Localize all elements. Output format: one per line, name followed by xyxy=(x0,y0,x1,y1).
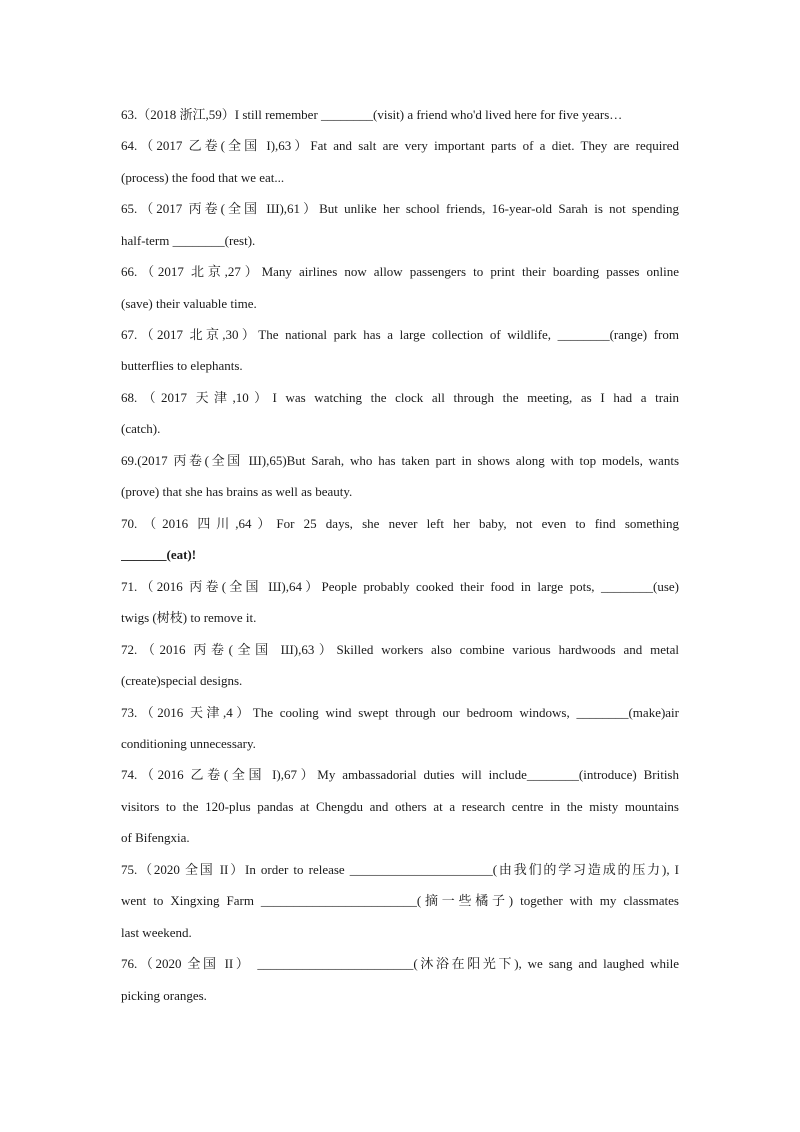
q72-line-1: 72.（2016 丙卷(全国 Ш),63）Skilled workers also combine various hardwoods and metal xyxy=(121,642,679,657)
q65-line-1: 65.（2017 丙卷(全国 Ш),61）But unlike her school friends, 16-year-old Sarah is not spending xyxy=(121,201,679,216)
q63-line-1: 63.（2018 浙江,59）I still remember ________(visit) a friend who'd lived here for five years… xyxy=(121,107,623,122)
q75-line-1: 75.（2020 全国 II）In order to release ______________________(由我们的学习造成的压力), I xyxy=(121,862,679,877)
q64-line-2: (process) the food that we eat... xyxy=(121,170,285,185)
q74-line-2: visitors to the 120-plus pandas at Chengdu and others at a research centre in the misty mountains xyxy=(121,799,679,814)
q64-line-1: 64.（2017 乙卷(全国 I),63）Fat and salt are very important parts of a diet. They are required xyxy=(121,138,679,153)
q76-line-1: 76.（2020 全国 II） ________________________(沐浴在阳光下), we sang and laughed while xyxy=(121,956,679,971)
q70-line-2: _______(eat)! xyxy=(121,547,197,562)
q71-line-2: twigs (树枝) to remove it. xyxy=(121,610,257,625)
q70-line-1: 70.（2016 四川,64）For 25 days, she never left her baby, not even to find something xyxy=(121,516,679,531)
q71-line-1: 71.（2016 丙卷(全国 Ш),64）People probably cooked their food in large pots, ________(use) xyxy=(121,579,679,594)
q68-line-2: (catch). xyxy=(121,421,161,436)
q72-line-2: (create)special designs. xyxy=(121,673,243,688)
q73-line-1: 73.（2016 天津,4）The cooling wind swept through our bedroom windows, ________(make)air xyxy=(121,705,679,720)
q75-line-3: last weekend. xyxy=(121,925,192,940)
q69-line-2: (prove) that she has brains as well as beauty. xyxy=(121,484,353,499)
q68-line-1: 68.（2017 天津,10）I was watching the clock all through the meeting, as I had a train xyxy=(121,390,679,405)
q76-line-2: picking oranges. xyxy=(121,988,207,1003)
q65-line-2: half-term ________(rest). xyxy=(121,233,256,248)
q75-line-2: went to Xingxing Farm ________________________(摘一些橘子) together with my classmates xyxy=(121,893,679,908)
q73-line-2: conditioning unnecessary. xyxy=(121,736,256,751)
q67-line-2: butterflies to elephants. xyxy=(121,358,243,373)
q69-line-1: 69.(2017 丙卷(全国 Ш),65)But Sarah, who has taken part in shows along with top models, wants xyxy=(121,453,679,468)
q74-line-3: of Bifengxia. xyxy=(121,830,190,845)
q66-line-2: (save) their valuable time. xyxy=(121,296,257,311)
q67-line-1: 67.（2017 北京,30）The national park has a large collection of wildlife, ________(range) from xyxy=(121,327,679,342)
q66-line-1: 66.（2017 北京,27）Many airlines now allow passengers to print their boarding passes online xyxy=(121,264,679,279)
q74-line-1: 74.（2016 乙卷(全国 I),67）My ambassadorial duties will include________(introduce) British xyxy=(121,767,679,782)
